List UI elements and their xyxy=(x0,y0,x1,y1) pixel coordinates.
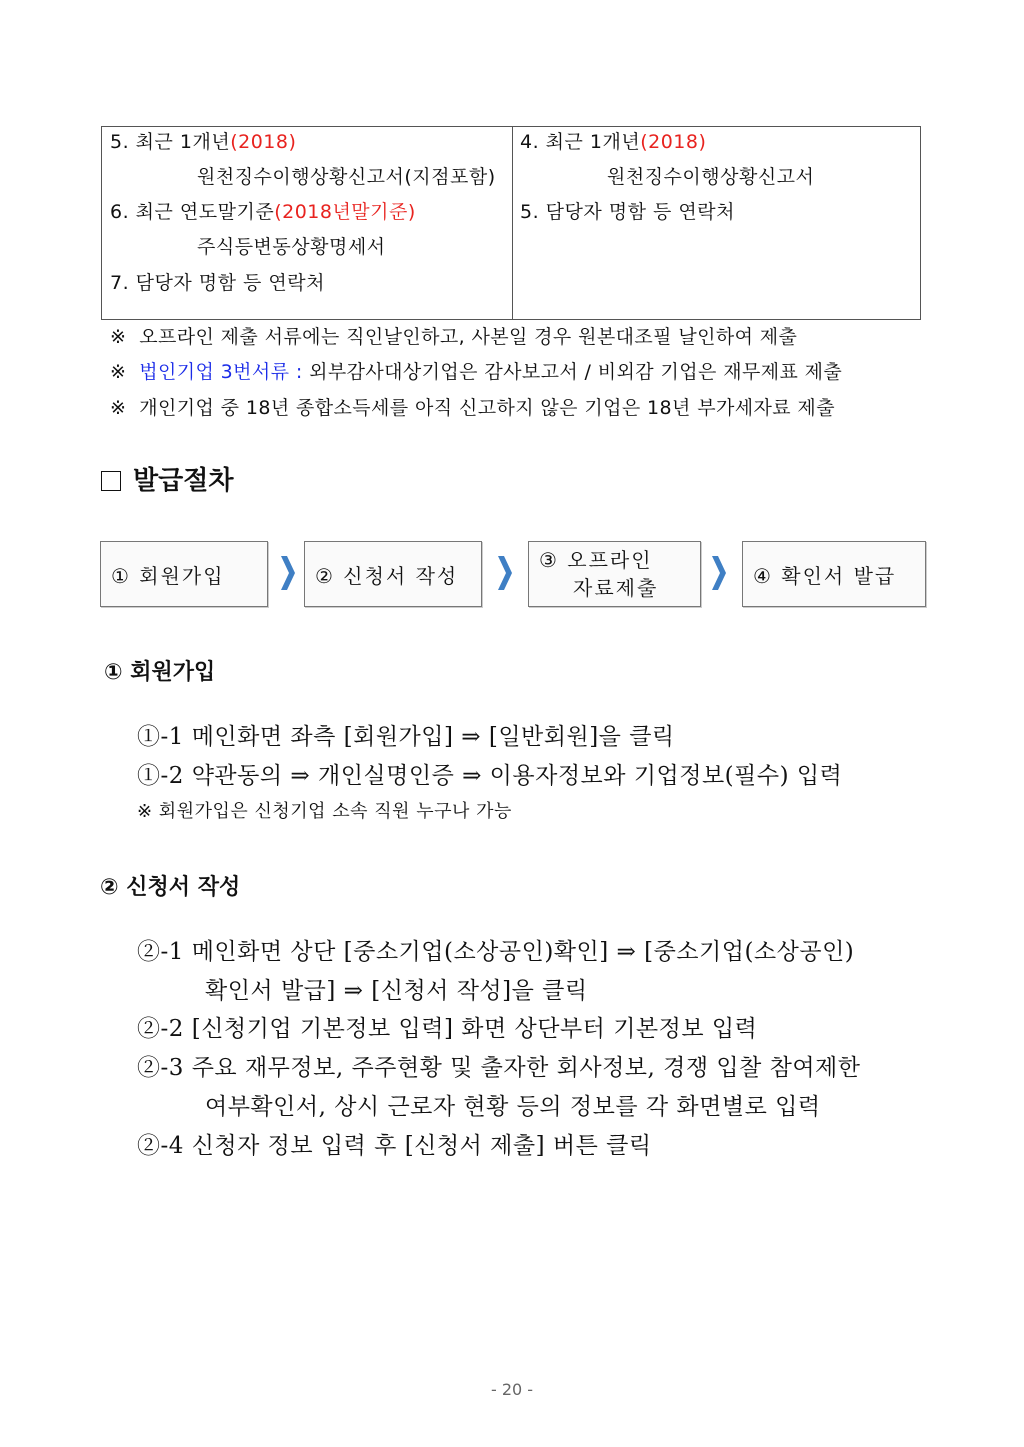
subsection-1-note: ※ 회원가입은 신청기업 소속 직원 누구나 가능 xyxy=(137,801,512,822)
step-2-box xyxy=(304,541,482,607)
chevron-right-icon xyxy=(281,556,295,590)
step-3-label-line2: 자료제출 xyxy=(573,576,659,600)
subsection-1-line-2: ①-2 약관동의 ⇒ 개인실명인증 ⇒ 이용자정보와 기업정보(필수) 입력 xyxy=(137,763,843,789)
subsection-2-title: ② 신청서 작성 xyxy=(100,875,241,900)
subsection-1-title: ① 회원가입 xyxy=(104,660,216,685)
table-right-row-2: 원천징수이행상황신고서 xyxy=(607,166,815,188)
table-right-row-1: 4. 최근 1개년(2018) xyxy=(520,131,707,153)
table-right-row-3: 5. 담당자 명함 등 연락처 xyxy=(520,201,735,223)
chevron-right-icon xyxy=(712,556,726,590)
step-3-box xyxy=(528,541,701,607)
step-2-label: ② 신청서 작성 xyxy=(315,563,459,588)
note-1: ※ 오프라인 제출 서류에는 직인날인하고, 사본일 경우 원본대조필 날인하여 제출 xyxy=(110,326,798,348)
step-4-box xyxy=(742,541,926,607)
table-left-row-5: 7. 담당자 명함 등 연락처 xyxy=(110,272,325,294)
subsection-2-line-6: ②-4 신청자 정보 입력 후 [신청서 제출] 버튼 클릭 xyxy=(137,1133,652,1159)
step-3-label-line1: ③ 오프라인 xyxy=(539,548,653,572)
subsection-2-line-1: ②-1 메인화면 상단 [중소기업(소상공인)확인] ⇒ [중소기업(소상공인) xyxy=(137,939,855,965)
subsection-2-line-3: ②-2 [신청기업 기본정보 입력] 화면 상단부터 기본정보 입력 xyxy=(137,1016,758,1042)
subsection-1-line-1: ①-1 메인화면 좌측 [회원가입] ⇒ [일반회원]을 클릭 xyxy=(137,724,675,750)
table-divider xyxy=(512,127,513,319)
chevron-right-icon xyxy=(498,556,512,590)
subsection-2-line-5: 여부확인서, 상시 근로자 현황 등의 정보를 각 화면별로 입력 xyxy=(205,1094,821,1120)
page-number: - 20 - xyxy=(490,1380,534,1399)
subsection-2-line-4: ②-3 주요 재무정보, 주주현황 및 출자한 회사정보, 경쟁 입찰 참여제한 xyxy=(137,1055,861,1081)
document-table xyxy=(101,126,921,320)
table-left-row-2: 원천징수이행상황신고서(지점포함) xyxy=(197,166,496,188)
step-4-label: ④ 확인서 발급 xyxy=(753,563,897,588)
table-left-row-1: 5. 최근 1개년(2018) xyxy=(110,131,297,153)
checkbox-square-icon xyxy=(101,471,121,491)
note-3: ※ 개인기업 중 18년 종합소득세를 아직 신고하지 않은 기업은 18년 부가세자료 제출 xyxy=(110,397,835,419)
table-left-row-3: 6. 최근 연도말기준(2018년말기준) xyxy=(110,201,416,223)
note-2: ※ 법인기업 3번서류 : 외부감사대상기업은 감사보고서 / 비외감 기업은 재무제표 제출 xyxy=(110,361,843,383)
table-left-row-4: 주식등변동상황명세서 xyxy=(197,236,386,258)
step-1-label: ① 회원가입 xyxy=(111,563,225,588)
step-1-box xyxy=(100,541,268,607)
subsection-2-line-2: 확인서 발급] ⇒ [신청서 작성]을 클릭 xyxy=(205,978,588,1004)
section-title: 발급절차 xyxy=(101,460,233,497)
